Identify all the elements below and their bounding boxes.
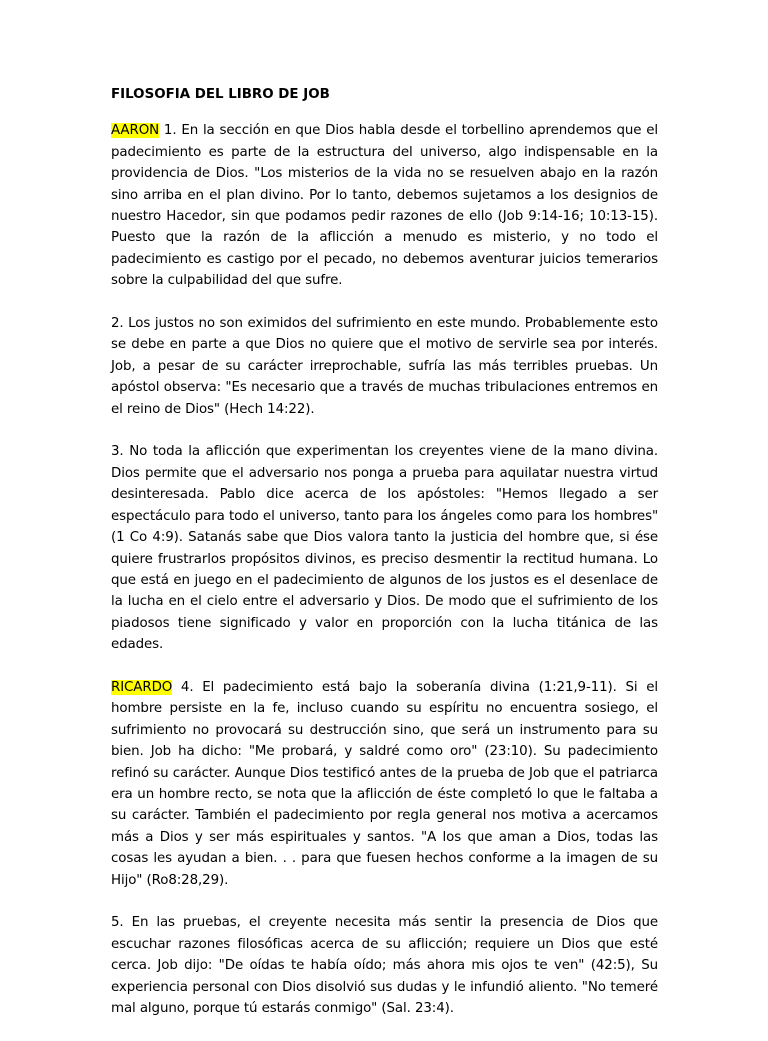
paragraph-1-text: 1. En la sección en que Dios habla desde el torbellino aprendemos que el padecimiento es parte de la estructura del universo, algo indispensable en la providencia de Dios. "Los misterios de la vida no se resuelven abajo en la razón sino arriba en el plan divino. Por lo tanto, debemos sujetamos a los designios de nuestro Hacedor, sin que podamos pedir razones de ello (Job 9:14-16; 10:13-15). Puesto que la razón de la aflicción a menudo es misterio, y no todo el padecimiento es castigo por el pecado, no debemos aventurar juicios temerarios sobre la culpabilidad del que sufre. <box>111 123 658 289</box>
paragraph-5-text: 5. En las pruebas, el creyente necesita más sentir la presencia de Dios que escuchar razones filosóficas acerca de su aflicción; requiere un Dios que esté cerca. Job dijo: "De oídas te había oído; más ahora mis ojos te ven" (42:5), Su experiencia personal con Dios disolvió sus dudas y le infundió aliento. "No temeré mal alguno, porque tú estarás conmigo" (Sal. 23:4). <box>111 915 658 1016</box>
paragraph-2-text: 2. Los justos no son eximidos del sufrimiento en este mundo. Probablemente esto se debe en parte a que Dios no quiere que el motivo de servirle sea por interés. Job, a pesar de su carácter irreprochable, sufría las más terribles pruebas. Un apóstol observa: "Es necesario que a través de muchas tribulaciones entremos en el reino de Dios" (Hech 14:22). <box>111 316 658 417</box>
paragraph-3 <box>111 441 658 655</box>
paragraph-5 <box>111 912 658 1019</box>
paragraph-2 <box>111 313 658 420</box>
document-title: FILOSOFIA DEL LIBRO DE JOB <box>111 87 330 102</box>
paragraph-3-text: 3. No toda la aflicción que experimentan los creyentes viene de la mano divina. Dios permite que el adversario nos ponga a prueba para aquilatar nuestra virtud desinteresada. Pablo dice acerca de los apóstoles: "Hemos llegado a ser espectáculo para todo el universo, tanto para los ángeles como para los hombres"(1 Co 4:9). Satanás sabe que Dios valora tanto la justicia del hombre que, si ése quiere frustrarlos propósitos divinos, es preciso desmentir la rectitud humana. Lo que está en juego en el padecimiento de algunos de los justos es el desenlace de la lucha en el cielo entre el adversario y Dios. De modo que el sufrimiento de los piadosos tiene significado y valor en proporción con la lucha titánica de las edades. <box>111 444 658 653</box>
document-page <box>111 84 658 1041</box>
speaker-highlight-aaron: AARON <box>111 123 160 139</box>
paragraph-4 <box>111 677 658 891</box>
speaker-highlight-ricardo: RICARDO <box>111 679 173 695</box>
paragraph-4-text: 4. El padecimiento está bajo la soberanía divina (1:21,9-11). Si el hombre persiste en la fe, incluso cuando su espíritu no encuentra sosiego, el sufrimiento no provocará su destrucción sino, que será un instrumento para su bien. Job ha dicho: "Me probará, y saldré como oro" (23:10). Su padecimiento refinó su carácter. Aunque Dios testificó antes de la prueba de Job que el patriarca era un hombre recto, se nota que la aflicción de éste completó lo que le faltaba a su carácter. También el padecimiento por regla general nos motiva a acercamos más a Dios y ser más espirituales y santos. "A los que aman a Dios, todas las cosas les ayudan a bien. . . para que fuesen hechos conforme a la imagen de su Hijo" (Ro8:28,29). <box>111 679 658 888</box>
paragraph-1 <box>111 120 658 291</box>
